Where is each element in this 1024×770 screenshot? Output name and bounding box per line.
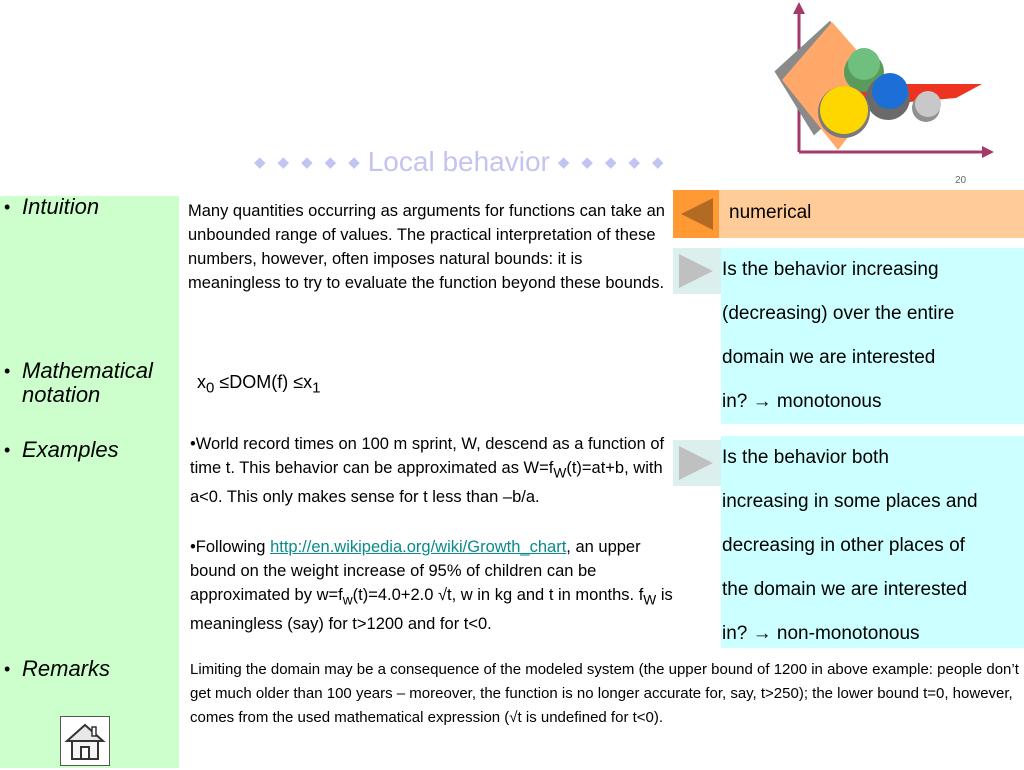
diamond-icon: ◆ [604, 154, 617, 171]
question-monotonous: Is the behavior increasing (decreasing) over the entire domain we are interested in? → monotonous [721, 248, 1024, 424]
bullet-mathematical-notation: • Mathematical notation [4, 359, 179, 407]
slide-title-row [248, 144, 670, 180]
non-monotonous-next-button[interactable] [673, 440, 721, 486]
diamond-icon: ◆ [277, 154, 290, 171]
bullet-label: Examples [22, 437, 119, 462]
bullet-examples: • Examples [4, 438, 174, 462]
slide-number: 20 [955, 175, 967, 186]
question-non-monotonous: Is the behavior both increasing in some places and decreasing in other places of the domain we are interested in? → non-monotonous [721, 436, 1024, 648]
bullet-label: Mathematical notation [22, 358, 153, 407]
home-button[interactable] [60, 716, 110, 766]
logo-graphic [760, 0, 1024, 170]
triangle-right-icon [673, 440, 721, 486]
left-sidebar [0, 196, 179, 768]
domain-notation: $x_0 \le DOM(f) \le x_1$ [197, 372, 321, 397]
diamond-icon: ◆ [301, 154, 313, 171]
monotonous-next-button[interactable] [673, 248, 721, 294]
triangle-left-icon [673, 190, 719, 238]
diamond-icon: ◆ [652, 154, 664, 171]
remarks-text: Limiting the domain may be a consequence of the modeled system (the upper bound of 1200 in above example: people don’t get much older than 100 years – moreover, the function is no longer accurate for, say, t>250); the lower bound t=0, however, comes from the used mathematical expression (√t is undefined for t<0). [190, 661, 1019, 726]
growth-chart-link[interactable]: http://en.wikipedia.org/wiki/Growth_chart [270, 538, 567, 556]
diamond-icon: ◆ [557, 154, 570, 171]
bullet-intuition: • Intuition [4, 195, 174, 219]
triangle-right-icon [673, 248, 721, 294]
diamond-icon: ◆ [581, 154, 593, 171]
bullet-label: Remarks [22, 656, 111, 681]
diamond-icon: ◆ [628, 154, 641, 171]
example-sprint-text: •World record times on 100 m sprint, W, descend as a function of time t. This behavior can be approximated as $W=f_W(t)=at+b$, with a<0. This only makes sense for t less than –b/a. [190, 435, 665, 507]
numerical-label: numerical [729, 202, 812, 223]
diamond-icon: ◆ [348, 154, 360, 171]
numerical-button[interactable] [673, 190, 1024, 238]
bullet-label: Intuition [22, 194, 100, 219]
slide-title: Local behavior [367, 146, 550, 177]
diamond-icon: ◆ [254, 154, 266, 171]
diamond-icon: ◆ [324, 154, 337, 171]
intuition-text: Many quantities occurring as arguments for functions can take an unbounded range of values. The practical interpretation of these numbers, however, often imposes natural bounds: it is meaningless to try to evaluate the function beyond these bounds. [188, 202, 665, 292]
bullet-remarks: • Remarks [4, 657, 174, 681]
example-growth-text: •Following http://en.wikipedia.org/wiki/Growth_chart, an upper bound on the weight increase of 95% of children can be approximated by $w=f_w(t)=4.0+2.0$ √t, w in kg and t in months. $f_W$ is meaningless (say) for t>1200 and for t<0. [190, 538, 673, 634]
home-icon [61, 717, 109, 765]
